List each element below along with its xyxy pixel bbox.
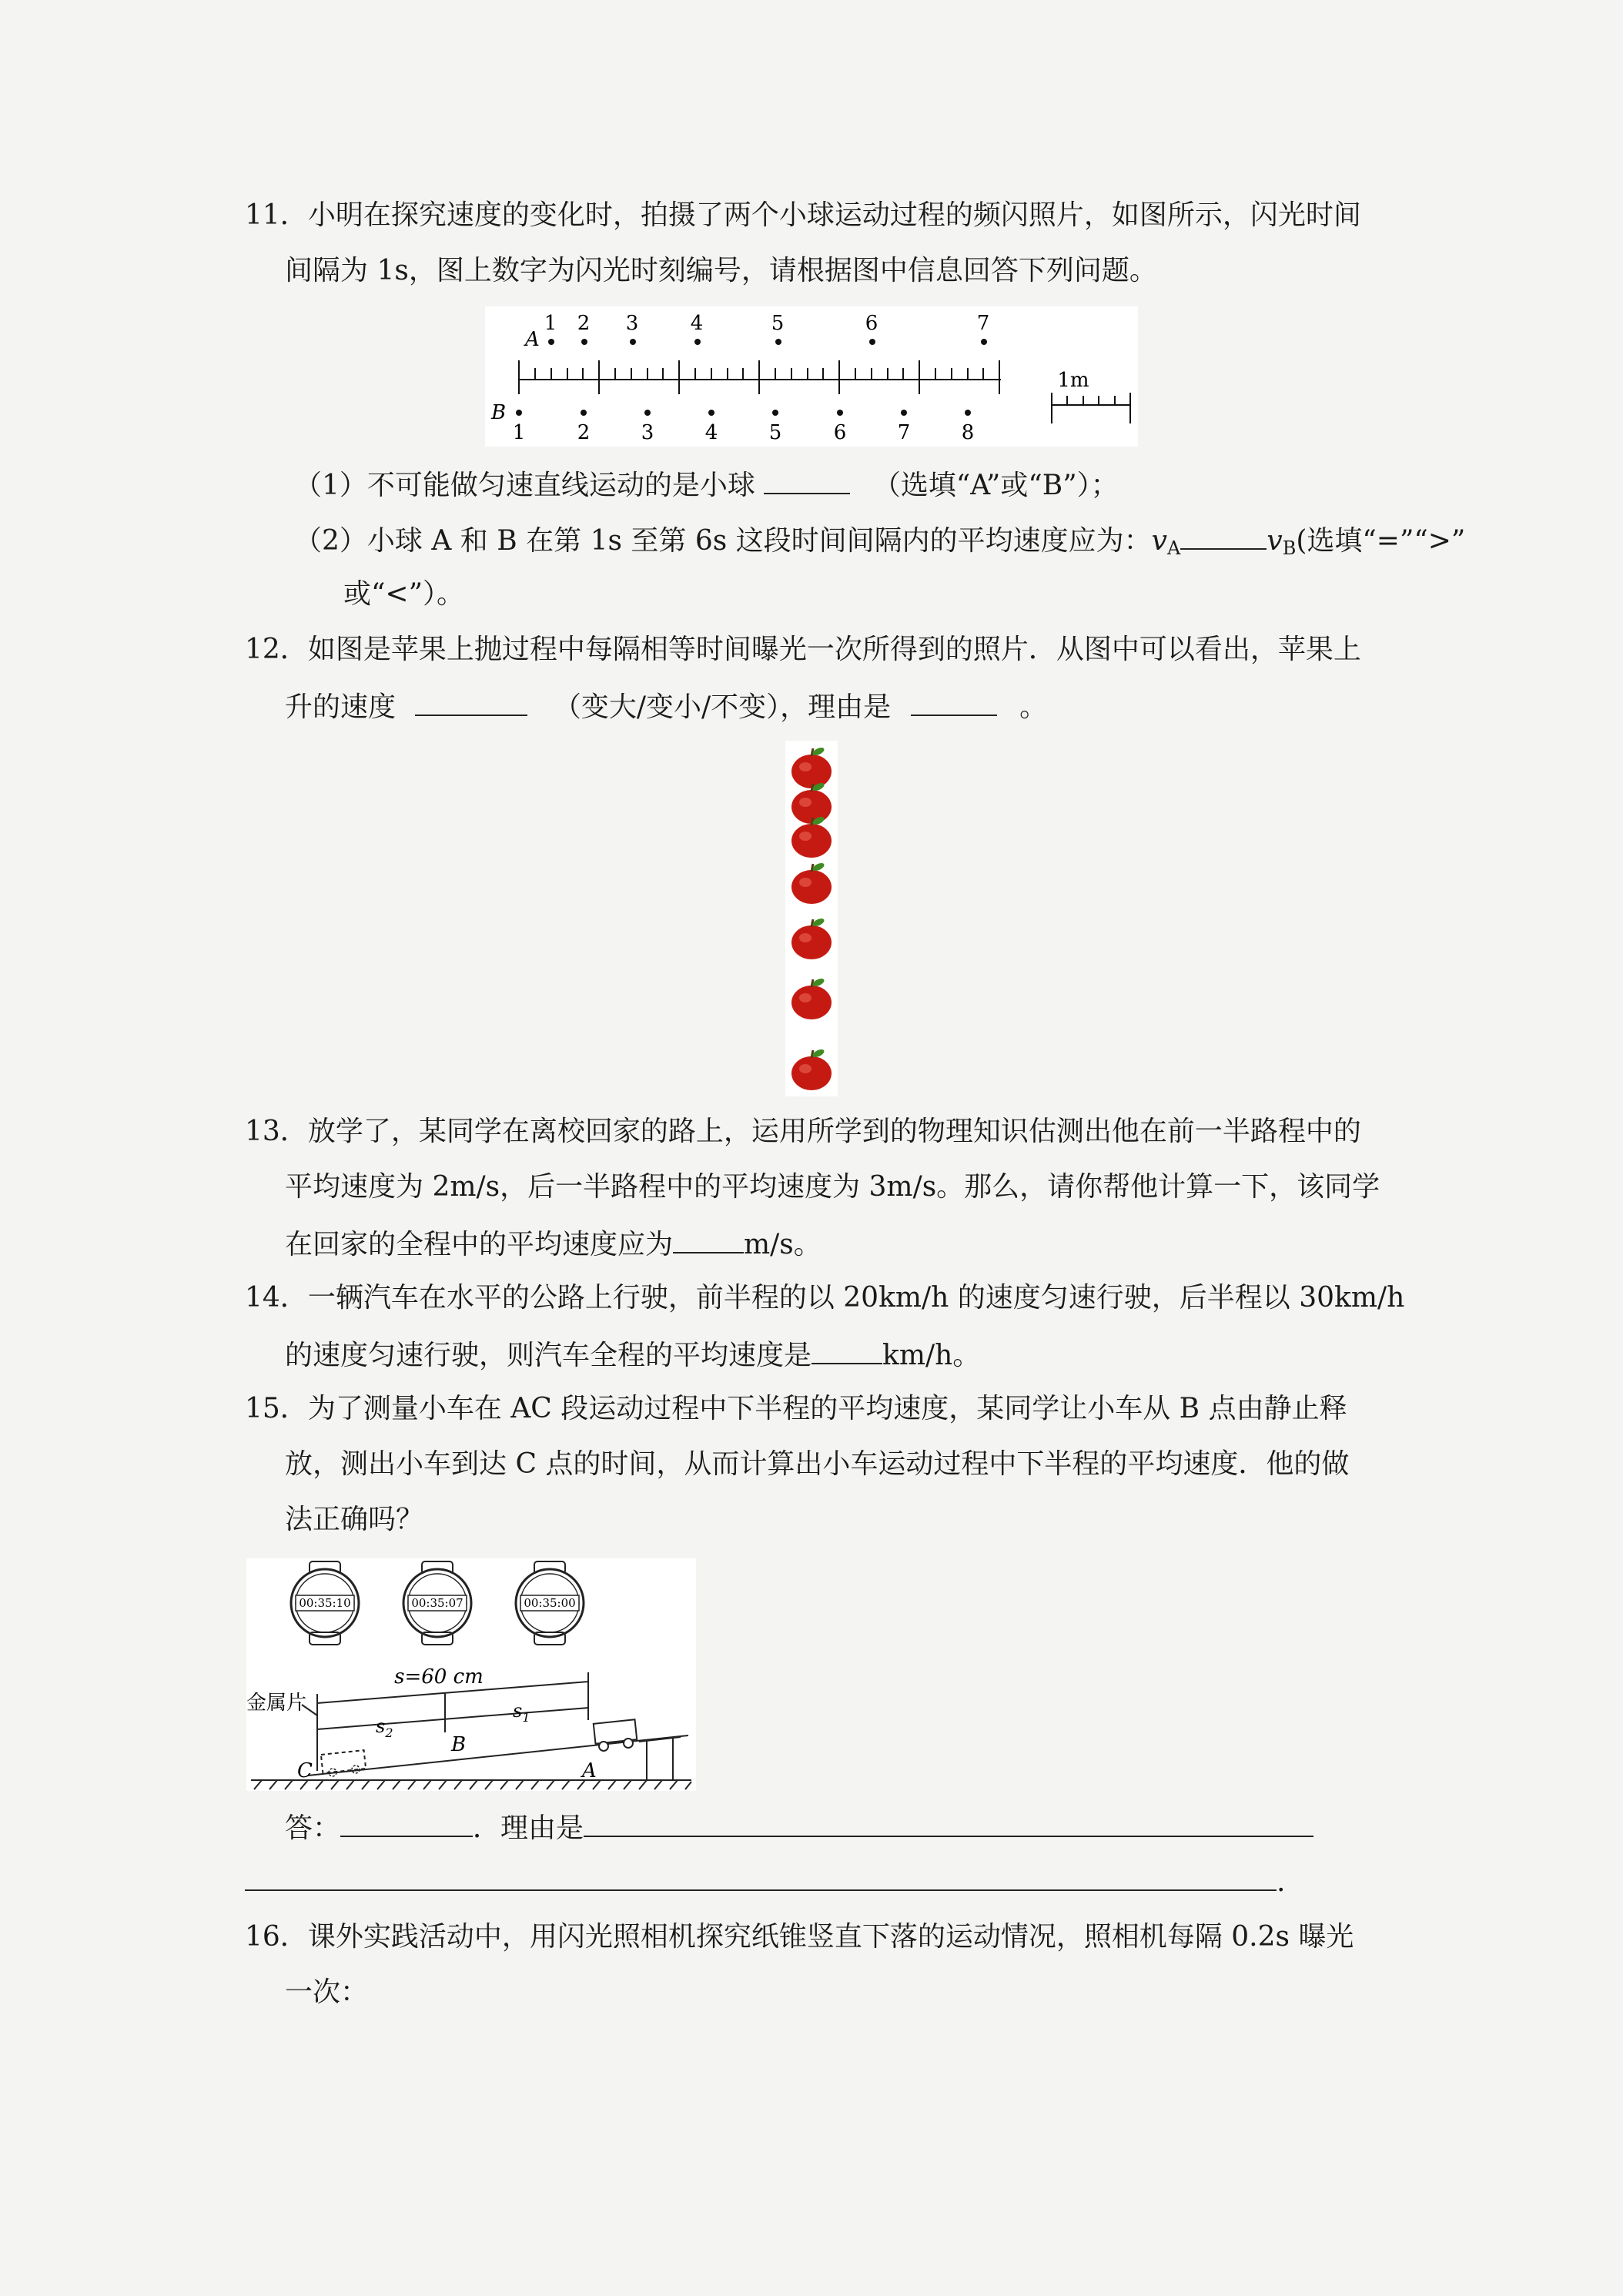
a-num-6: 6 [865,312,878,335]
q11-strobe-figure [485,306,1138,447]
b-num-6: 6 [833,421,847,444]
q16-number: 16． [245,1921,308,1953]
stopwatch-1-icon [291,1561,359,1645]
q11-sub1-blank[interactable] [764,467,850,494]
a-num-1: 1 [544,312,557,335]
point-b: B [451,1733,467,1756]
ground [251,1780,691,1789]
a-dot-5 [775,339,781,345]
distance-label: s=60 cm [394,1665,484,1689]
s2-label: $s_2$ [376,1715,393,1740]
label-a: A [525,328,540,351]
ruler [519,360,1001,394]
q12-line1: 12．如图是苹果上抛过程中每隔相等时间曝光一次所得到的照片．从图中可以看出，苹果上 [245,634,1361,665]
a-dot-2 [581,339,587,345]
stopwatch-2-icon [403,1561,471,1645]
b-num-1: 1 [512,421,526,444]
label-b: B [491,401,507,424]
q13-blank[interactable] [673,1226,744,1253]
q15-answer-line: 答： ．理由是 [285,1809,1313,1846]
metal-label: 金属片 [246,1692,307,1715]
q12-blank-2[interactable] [911,688,997,716]
q11-number: 11． [245,199,308,231]
a-dot-1 [548,339,554,345]
q15-reason-blank[interactable] [584,1809,1313,1837]
apple-7-icon [791,1048,832,1090]
apple-4-icon [791,862,832,904]
q12-apple-photo [785,741,838,1096]
q13-line1: 13．放学了，某同学在离校回家的路上，运用所学到的物理知识估测出他在前一半路程中的 [245,1116,1361,1147]
q15-reason-blank-2[interactable] [245,1863,1277,1891]
b-dot-3 [644,410,651,416]
b-num-4: 4 [704,421,718,444]
q12-line2: 升的速度 （变大/变小/不变），理由是 。 [285,688,1047,725]
b-dot-1 [516,410,522,416]
a-num-3: 3 [625,312,639,335]
q16-line2: 一次： [285,1976,369,2008]
q13-line3: 在回家的全程中的平均速度应为 m/s。 [285,1226,822,1262]
a-num-2: 2 [577,312,591,335]
q12-blank-1[interactable] [415,688,527,716]
point-a: A [582,1759,597,1782]
q11-sub1: （1）不可能做匀速直线运动的是小球 （选填“A”或“B”）； [294,467,1119,503]
a-num-7: 7 [976,312,990,335]
q13-number: 13． [245,1116,308,1147]
b-num-7: 7 [897,421,911,444]
q14-line1: 14．一辆汽车在水平的公路上行驶，前半程的以 20km/h 的速度匀速行驶，后半程以 30km/h [245,1282,1405,1314]
b-dot-8 [965,410,971,416]
scale-bar [1052,393,1130,423]
apple-3-icon [791,815,832,858]
a-num-4: 4 [690,312,704,335]
q11-sub2: （2）小球 A 和 B 在第 1s 至第 6s 这段时间间隔内的平均速度应为：$v_A$ $v_B$(选填“=”“>” [294,522,1465,565]
q15-incline-figure [246,1558,696,1791]
b-dot-2 [581,410,587,416]
b-num-3: 3 [641,421,654,444]
q14-blank[interactable] [812,1337,882,1364]
a-dot-7 [981,339,987,345]
apple-2-icon [791,782,832,824]
q11-sub2-blank[interactable] [1180,522,1267,550]
a-dot-4 [694,339,701,345]
apple-6-icon [791,977,832,1019]
q16-line1: 16．课外实践活动中，用闪光照相机探究纸锥竖直下落的运动情况，照相机每隔 0.2s 曝光 [245,1921,1354,1953]
a-dot-3 [630,339,636,345]
clock-2-readout: 00:35:07 [411,1596,463,1610]
q11-sub2-line2: 或“<”）。 [343,578,464,610]
q14-line2: 的速度匀速行驶，则汽车全程的平均速度是 km/h。 [285,1337,980,1373]
b-dot-4 [708,410,714,416]
stopwatch-3-icon [516,1561,584,1645]
b-dot-7 [901,410,907,416]
clock-1-readout: 00:35:10 [299,1596,351,1610]
a-num-5: 5 [771,312,785,335]
q11-line2: 间隔为 1s，图上数字为闪光时刻编号，请根据图中信息回答下列问题。 [285,255,1157,286]
q11-line1: 11．小明在探究速度的变化时，拍摄了两个小球运动过程的频闪照片，如图所示，闪光时间 [245,199,1361,231]
b-num-8: 8 [961,421,975,444]
q13-line2: 平均速度为 2m/s，后一半路程中的平均速度为 3m/s。那么，请你帮他计算一下，该同学 [285,1171,1380,1203]
s1-label: $s_1$ [513,1700,530,1725]
b-dot-5 [772,410,778,416]
q15-line2: 放，测出小车到达 C 点的时间，从而计算出小车运动过程中下半程的平均速度．他的做 [285,1448,1350,1480]
apple-1-icon [791,746,832,788]
q14-number: 14． [245,1282,308,1314]
scale-label: 1m [1057,369,1089,392]
a-dot-6 [869,339,875,345]
q15-number: 15． [245,1393,308,1424]
b-num-2: 2 [577,421,591,444]
apple-5-icon [791,917,832,959]
b-num-5: 5 [768,421,782,444]
q15-answer-blank[interactable] [340,1809,473,1837]
q15-line1: 15．为了测量小车在 AC 段运动过程中下半程的平均速度，某同学让小车从 B 点由静止释 [245,1393,1347,1424]
b-dot-6 [837,410,843,416]
cart-icon [594,1719,637,1751]
q15-reason-line2: . [245,1863,1285,1899]
q12-number: 12． [245,634,308,665]
q15-line3: 法正确吗？ [285,1504,424,1535]
clock-3-readout: 00:35:00 [524,1596,576,1610]
point-c: C [297,1759,313,1782]
